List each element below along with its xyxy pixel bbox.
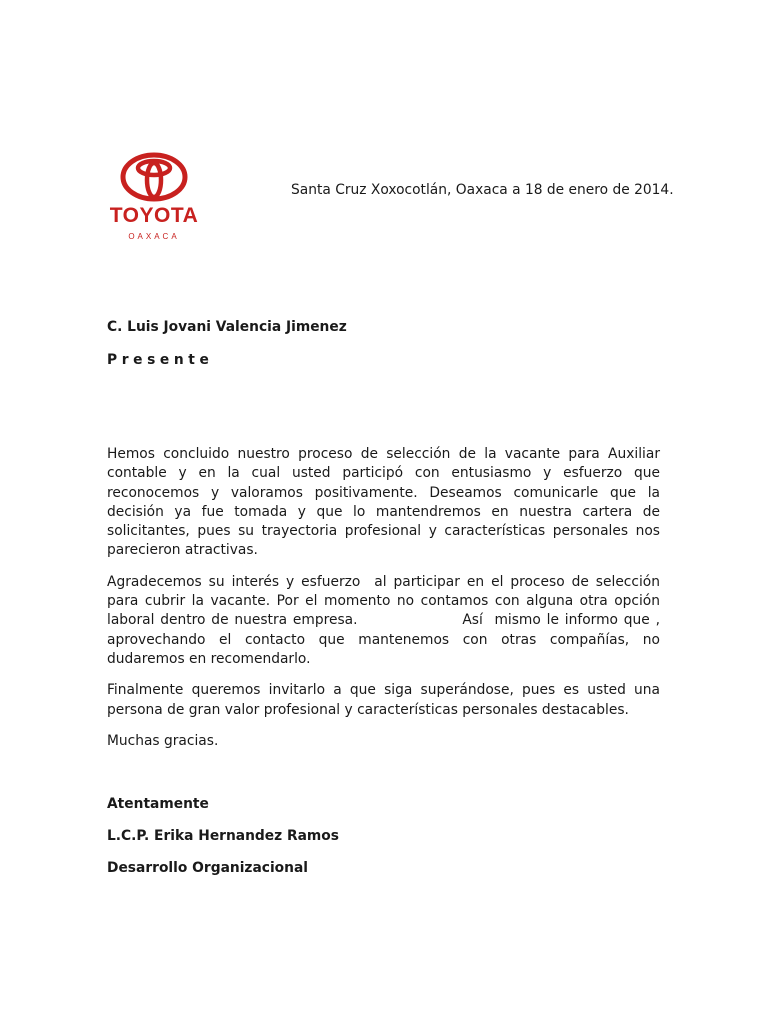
toyota-emblem-icon [120,152,188,202]
logo-brand-text: TOYOTA [109,204,199,227]
paragraph-4: Muchas gracias. [107,732,219,749]
paragraph-3: Finalmente queremos invitarlo a que siga superándose, pues es usted una persona de gran valor profesional y características personales destacables. [107,682,660,718]
greeting: Presente [107,352,214,368]
letter-date: Santa Cruz Xoxocotlán, Oaxaca a 18 de enero de 2014. [291,182,674,198]
signer-name: L.C.P. Erika Hernandez Ramos [107,828,339,844]
signer-department: Desarrollo Organizacional [107,860,309,876]
closing: Atentamente [107,796,209,812]
paragraph-1: Hemos concluido nuestro proceso de selección de la vacante para Auxiliar contable y en la cual usted participó con entusiasmo y esfuerzo que reconocemos y valoramos positivamente. Deseamos comunicarle que la decisión ya fue tomada y que lo mantendremos en nuestra cartera de solicitantes, pues su trayectoria profesional y características personales nos parecieron atractivas. [107,446,660,559]
paragraph-2: Agradecemos su interés y esfuerzo al participar en el proceso de selección para cubrir la vacante. Por el momento no contamos con alguna otra opción laboral dentro de nuestra empresa. Así mismo le informo que , aprovechando el contacto que mantenemos con otras compañías, no dudaremos en recomendarlo. [107,573,665,667]
letter-body [107,445,665,763]
toyota-logo [106,152,202,244]
recipient-name: C. Luis Jovani Valencia Jimenez [107,319,347,335]
logo-sub-text: OAXACA [128,232,180,241]
